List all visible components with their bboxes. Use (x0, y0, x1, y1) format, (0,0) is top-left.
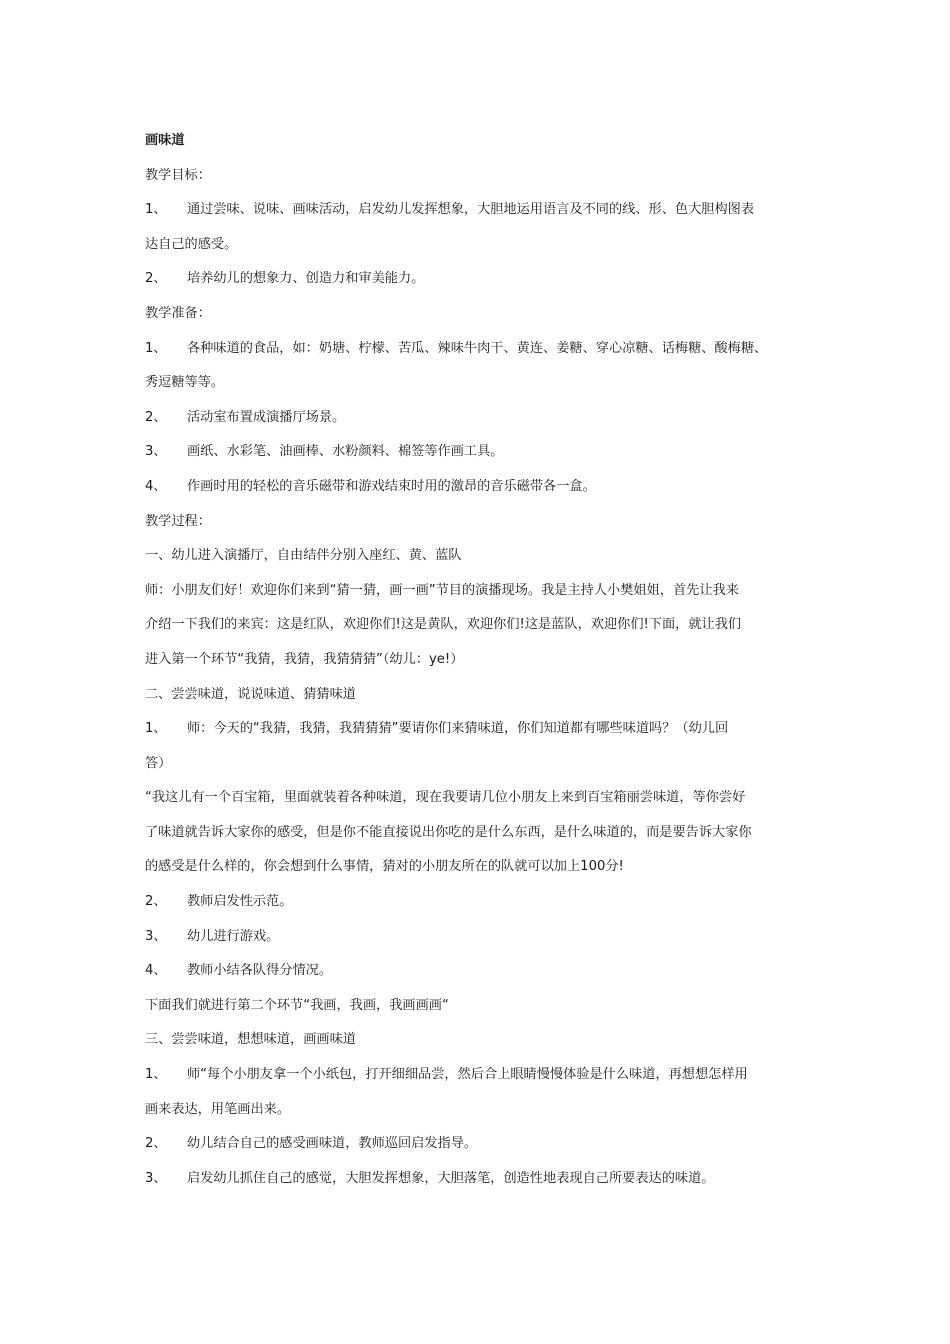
line-text: 师：今天的“我猜，我猜，我猜猜猜”要请你们来猜味道，你们知道都有哪些味道吗？（幼儿回 (187, 721, 729, 737)
paragraph-line (145, 678, 815, 713)
line-text: 活动室布置成演播厅场景。 (187, 409, 346, 425)
line-text: 的感受是什么样的，你会想到什么事情，猜对的小朋友所在的队就可以加上100分! (145, 859, 624, 875)
paragraph-line (145, 885, 815, 920)
line-text: 下面我们就进行第二个环节“我画，我画，我画画画“ (145, 997, 449, 1013)
line-text: 教学准备： (145, 305, 211, 321)
document-title: 画味道 (145, 133, 185, 148)
line-text: 通过尝味、说味、画味活动，启发幼儿发挥想象，大胆地运用语言及不同的线、形、色大胆构图表 (187, 202, 755, 218)
line-text: 作画时用的轻松的音乐磁带和游戏结束时用的激昂的音乐磁带各一盒。 (187, 478, 596, 494)
paragraph-line (145, 435, 815, 470)
paragraph-line (145, 747, 815, 782)
paragraph-line (145, 193, 815, 228)
paragraph-line (145, 470, 815, 505)
line-text: 师“每个小朋友拿一个小纸包，打开细细品尝，然后合上眼睛慢慢体验是什么味道，再想想怎样用 (187, 1067, 748, 1083)
line-text: 师：小朋友们好！欢迎你们来到“猜一猜，画一画”节目的演播现场。我是主持人小樊姐姐，首先让我来 (145, 582, 739, 598)
line-text: 达自己的感受。 (145, 236, 238, 252)
line-text: 介绍一下我们的来宾：这是红队，欢迎你们!这是黄队，欢迎你们!这是蓝队，欢迎你们!下面，就让我们 (145, 617, 742, 633)
list-number: 3、 (145, 1170, 167, 1186)
paragraph-line (145, 920, 815, 955)
list-number: 3、 (145, 444, 167, 460)
line-text: 各种味道的食品，如：奶塘、柠檬、苦瓜、辣味牛肉干、黄连、姜糖、穿心凉糖、话梅糖、酸梅糖、 (187, 340, 768, 356)
line-text: 二、尝尝味道，说说味道、猜猜味道 (145, 686, 356, 702)
line-text: 教学目标： (145, 167, 211, 183)
paragraph-line (145, 332, 815, 367)
document-body (145, 159, 815, 1197)
paragraph-line (145, 712, 815, 747)
paragraph-line (145, 574, 815, 609)
list-number: 1、 (145, 202, 167, 218)
paragraph-line (145, 262, 815, 297)
line-text: 教师启发性示范。 (187, 894, 293, 910)
list-number: 4、 (145, 963, 167, 979)
paragraph-line (145, 505, 815, 540)
paragraph-line (145, 989, 815, 1024)
document-page (145, 124, 815, 1196)
line-text: 进入第一个环节“我猜，我猜，我猜猜猜”（幼儿：ye!） (145, 651, 464, 667)
list-number: 2、 (145, 409, 167, 425)
paragraph-line (145, 1127, 815, 1162)
line-text: 培养幼儿的想象力、创造力和审美能力。 (187, 271, 425, 287)
line-text: 画来表达，用笔画出来。 (145, 1101, 291, 1117)
list-number: 2、 (145, 894, 167, 910)
line-text: 教学过程： (145, 513, 211, 529)
paragraph-line (145, 1093, 815, 1128)
paragraph-line (145, 608, 815, 643)
paragraph-line (145, 643, 815, 678)
paragraph-line (145, 366, 815, 401)
line-text: 三、尝尝味道，想想味道，画画味道 (145, 1032, 356, 1048)
line-text: 教师小结各队得分情况。 (187, 963, 333, 979)
list-number: 2、 (145, 1136, 167, 1152)
paragraph-line (145, 954, 815, 989)
line-text: 一、幼儿进入演播厅，自由结伴分别入座红、黄、蓝队 (145, 548, 462, 564)
paragraph-line (145, 781, 815, 816)
line-text: 秀逗糖等等。 (145, 375, 225, 391)
list-number: 2、 (145, 271, 167, 287)
line-text: “我这儿有一个百宝箱，里面就装着各种味道，现在我要请几位小朋友上来到百宝箱丽尝味道，等你尝好 (145, 790, 746, 806)
paragraph-line (145, 850, 815, 885)
paragraph-line (145, 228, 815, 263)
line-text: 画纸、水彩笔、油画棒、水粉颜料、棉签等作画工具。 (187, 444, 504, 460)
paragraph-line (145, 297, 815, 332)
list-number: 1、 (145, 721, 167, 737)
list-number: 3、 (145, 928, 167, 944)
paragraph-line (145, 1023, 815, 1058)
line-text: 启发幼儿抓住自己的感觉，大胆发挥想象，大胆落笔，创造性地表现自己所要表达的味道。 (187, 1170, 715, 1186)
paragraph-line (145, 539, 815, 574)
line-text: 了味道就告诉大家你的感受，但是你不能直接说出你吃的是什么东西，是什么味道的，而是要告诉大家你 (145, 824, 752, 840)
paragraph-line (145, 1058, 815, 1093)
list-number: 4、 (145, 478, 167, 494)
line-text: 答） (145, 755, 172, 771)
list-number: 1、 (145, 340, 167, 356)
line-text: 幼儿进行游戏。 (187, 928, 280, 944)
paragraph-line (145, 401, 815, 436)
list-number: 1、 (145, 1067, 167, 1083)
line-text: 幼儿结合自己的感受画味道，教师巡回启发指导。 (187, 1136, 478, 1152)
paragraph-line (145, 816, 815, 851)
paragraph-line (145, 1162, 815, 1197)
paragraph-line (145, 159, 815, 194)
